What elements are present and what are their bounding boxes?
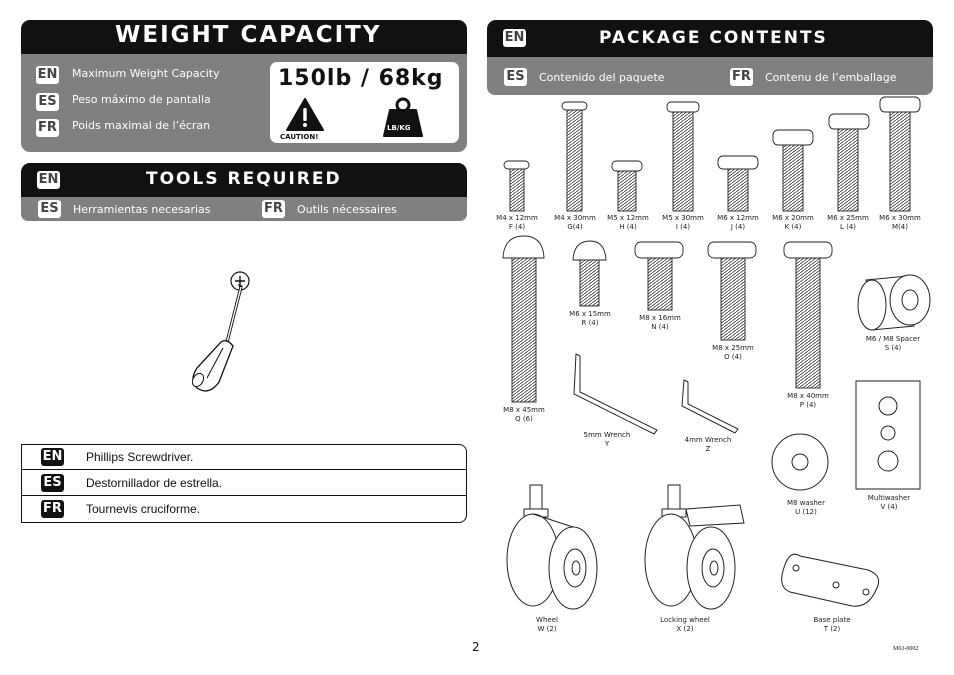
tools-lang-badge-fr: FR — [262, 200, 285, 218]
caution-label: CAUTION! — [280, 133, 319, 141]
weight-es-text: Peso máximo de pantalla — [72, 93, 211, 106]
label-row1-part: M4 x 12mm F (4) — [496, 214, 538, 231]
lang-badge-fr: FR — [36, 119, 59, 137]
label-u: M8 washer U (12) — [786, 499, 826, 516]
package-lang-badge-es: ES — [504, 68, 527, 86]
tool-lang-badge-en: EN — [42, 449, 63, 464]
tools-title: TOOLS REQUIRED — [146, 169, 342, 189]
weight-value: 150lb / 68kg — [278, 66, 444, 91]
label-o: M8 x 25mm O (4) — [712, 344, 754, 361]
label-row1-part: M6 x 12mm J (4) — [717, 214, 759, 231]
package-title: PACKAGE CONTENTS — [599, 28, 828, 48]
label-s: M6 / M8 Spacer S (4) — [865, 335, 921, 352]
label-v: Multiwasher V (4) — [867, 494, 911, 511]
tool-fr-text: Tournevis cruciforme. — [86, 502, 201, 516]
weight-unit-label: LB/KG — [387, 124, 411, 132]
label-y: 5mm Wrench Y — [583, 431, 631, 448]
lang-badge-es: ES — [36, 93, 59, 111]
weight-en-text: Maximum Weight Capacity — [72, 67, 220, 80]
tool-lang-badge-fr: FR — [41, 500, 64, 518]
tool-lang-badge-es: ES — [41, 474, 64, 492]
label-row1-part: M5 x 12mm H (4) — [607, 214, 649, 231]
lang-badge-en: EN — [37, 67, 58, 82]
label-row1-part: M6 x 25mm L (4) — [827, 214, 869, 231]
label-row1-part: M5 x 30mm I (4) — [662, 214, 704, 231]
label-n: M8 x 16mm N (4) — [639, 314, 681, 331]
label-p: M8 x 40mm P (4) — [787, 392, 829, 409]
label-row1-part: M6 x 20mm K (4) — [772, 214, 814, 231]
package-lang-badge-fr: FR — [730, 68, 753, 86]
model-number: M63-0002 — [893, 646, 919, 652]
label-row1-part: M4 x 30mm G(4) — [554, 214, 596, 231]
label-r: M6 x 15mm R (4) — [569, 310, 611, 327]
page-number: 2 — [472, 640, 480, 654]
label-t: Base plate T (2) — [813, 616, 851, 633]
package-es-text: Contenido del paquete — [539, 71, 665, 84]
weight-fr-text: Poids maximal de l’écran — [72, 119, 211, 132]
tool-en-text: Phillips Screwdriver. — [86, 450, 194, 464]
tools-lang-badge-es: ES — [38, 200, 61, 218]
label-w: Wheel W (2) — [536, 616, 558, 633]
label-row1-part: M6 x 30mm M(4) — [879, 214, 921, 231]
tools-fr-text: Outils nécessaires — [297, 203, 397, 216]
tool-es-text: Destornillador de estrella. — [86, 476, 223, 490]
label-x: Locking wheel X (2) — [660, 616, 710, 633]
tools-es-text: Herramientas necesarias — [73, 203, 211, 216]
label-z: 4mm Wrench Z — [684, 436, 732, 453]
package-fr-text: Contenu de l’emballage — [765, 71, 897, 84]
package-lang-badge-en: EN — [504, 30, 525, 45]
label-q: M8 x 45mm Q (6) — [503, 406, 545, 423]
weight-capacity-title: WEIGHT CAPACITY — [115, 22, 382, 48]
tools-lang-badge-en: EN — [38, 172, 59, 187]
